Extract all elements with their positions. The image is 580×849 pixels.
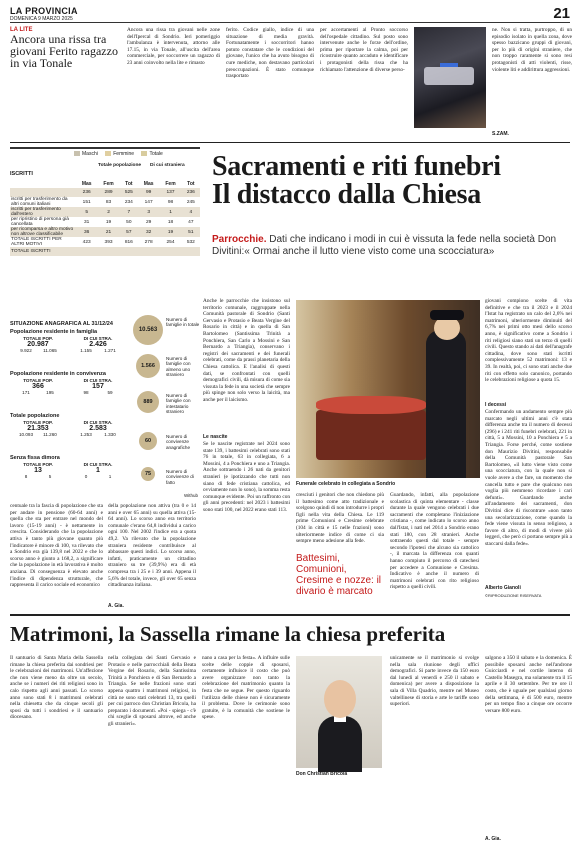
situazione-title: SITUAZIONE ANAGRAFICA AL 31/12/24 bbox=[10, 321, 113, 327]
row-label: iscritti per trasferimento dall'estero bbox=[10, 207, 76, 217]
stat-group-title: Popolazione residente in famiglia bbox=[10, 329, 98, 335]
row-label bbox=[10, 188, 76, 197]
table-cell: 5 bbox=[76, 207, 97, 217]
stat-value: 2.426 bbox=[89, 341, 107, 348]
siren-light-icon bbox=[440, 63, 458, 67]
family-circle-label: Numero di famiglie con intestatario straniero bbox=[166, 393, 191, 415]
row-label: TOTALE ISCRITTI bbox=[10, 247, 76, 256]
family-circle-label: Numero di convivenze anagrafiche bbox=[166, 434, 191, 450]
table-row bbox=[10, 237, 200, 247]
table-cell: 151 bbox=[82, 199, 91, 205]
main-col4: giovani compiono scelte di vita definitive e che tra il 2023 e il 2024 l'Istat ha registrato un calo del 2,6% nei matrimoni, ulteriormente diminuiti del 6,7% nei primi otto mesi dello scorso anno, è significativo come a Sondrio i riti religiosi siano stati un terzo di quelli civili. Questo stando ai dati dell'anagrafe cittadina, dove sono stati iscritti complessivamente 52 matrimoni: 13 e 39. In realtà, poi, ci sono stati anche due riti con effetto solo canonico, portando le celebrazioni religiose a quota 15. bbox=[485, 298, 572, 384]
stat-maschi: 171 bbox=[22, 390, 30, 395]
table-cell: 98 bbox=[167, 199, 174, 205]
stat-maschi: 8 bbox=[24, 474, 28, 479]
main-col2: cresciuti i genitori che non chiedono più il battesimo come atto tradizionale e scelgono quindi di non introdurre i propri figli nella vita della Chiesa. Le 119 prime Comunioni e Cresime celebrate (104 in città e 15 nelle frazioni) sono ulteriormente indice di come ci sia sempre meno adesione alla fede. bbox=[296, 492, 384, 545]
stat-femmine: 11.260 bbox=[43, 432, 57, 437]
table-cell: 278 bbox=[144, 239, 153, 245]
bottom-headline: Matrimoni, la Sassella rimane la chiesa preferita bbox=[10, 622, 446, 646]
table-cell: 4 bbox=[182, 207, 200, 217]
row-label: per ripristino di persona già cancellata bbox=[11, 217, 69, 227]
table-cell: 47 bbox=[188, 219, 194, 225]
stat-group-title: Senza fissa dimora bbox=[10, 455, 60, 461]
lead-text: Dati che indicano i modi in cui è vissuta la fede nella società Don Divitini:« Ormai anche il lutto viene visto come una scocciatura» bbox=[212, 234, 557, 257]
table-cell: 32 bbox=[138, 227, 159, 237]
masthead bbox=[10, 4, 570, 23]
priest-face bbox=[324, 680, 356, 718]
infographic-source: Withub bbox=[183, 493, 198, 498]
main-headline bbox=[212, 153, 572, 209]
family-circle: 1.566 bbox=[136, 354, 160, 378]
legend-swatch-totale bbox=[141, 151, 147, 156]
table-cell bbox=[182, 247, 200, 256]
lead-kicker: Parrocchie. bbox=[212, 234, 267, 245]
stat-box-tot bbox=[10, 378, 66, 395]
stat-box-tot bbox=[10, 336, 66, 353]
table-cell: 245 bbox=[186, 199, 195, 205]
stat-group-famiglia bbox=[10, 329, 128, 369]
sidebar-headline: Battesimi, Comunioni, Cresime e nozze: il divario è marcato bbox=[296, 553, 382, 597]
stat-label: DI CUI STRA. bbox=[83, 336, 113, 341]
iscritti-table bbox=[10, 179, 200, 256]
bottom-col1: Il santuario di Santa Maria della Sassella rimane la chiesa preferita dai sondriesi per le celebrazioni dei matrimoni. Un'affezione che non viene meno da oltre un secolo, anche se i numeri dei riti religiosi sono in calo rispetto agli anni passati. Lo scorso anno sono stati 8 i matrimoni celebrati nella chiesetta che da cinque secoli gli sposi da tutti i sondriesi e il santuario diocesano. bbox=[10, 655, 103, 721]
stat-split bbox=[10, 474, 66, 479]
stat-split bbox=[70, 348, 126, 353]
issue-date: DOMENICA 9 MARZO 2025 bbox=[10, 16, 73, 22]
stat-label: DI CUI STRA. bbox=[83, 462, 113, 467]
table-cell: 532 bbox=[186, 239, 195, 245]
stat-value: 20.987 bbox=[27, 341, 49, 348]
family-circle-label: Numero di convivenze di fatto bbox=[166, 469, 194, 485]
left-byline: A. Gia. bbox=[108, 603, 124, 609]
stat-femmine: 1.330 bbox=[104, 432, 116, 437]
table-row bbox=[10, 227, 200, 237]
stat-maschi: 1.155 bbox=[80, 348, 92, 353]
table-cell: 289 bbox=[97, 188, 119, 197]
main-col3: Guardando, infatti, alla popolazione scolastica di quinta elementare - classe durante la quale vengono celebrati i due sacramenti che completano l'iniziazione cristiana -, come indicato lo scorso anno dall'Istat, i nati nel 2014 a Sondrio erano stati 180, con 28 stranieri. Anche sottraendo questi dal totale - sempre secondo l'ipotesi che alcuno sia cattolico -, il marcata la differenza con quanti hanno compiuto il percorso di catechesi per accedere a Comunione e Cresima. Indicativo è anche il numero di matrimoni celebrati con rito religioso rispetto a quelli civili. bbox=[390, 492, 479, 591]
table-row bbox=[10, 197, 200, 207]
table-cell: 51 bbox=[182, 227, 200, 237]
table-cell: 147 bbox=[144, 199, 153, 205]
stat-femmine: 59 bbox=[107, 390, 113, 395]
stat-label: TOTALE POP. bbox=[23, 336, 53, 341]
copyright: ©RIPRODUZIONE RISERVATA bbox=[485, 593, 542, 598]
table-cell bbox=[120, 247, 138, 256]
table-cell: 236 bbox=[76, 188, 97, 197]
legend-maschi: Maschi bbox=[82, 151, 98, 157]
legend-swatch-maschi bbox=[74, 151, 80, 156]
table-cell: 21 bbox=[97, 227, 119, 237]
stat-split bbox=[70, 432, 126, 437]
police-car-shape bbox=[424, 67, 474, 85]
stat-split bbox=[70, 390, 126, 395]
table-cell: 99 bbox=[138, 188, 159, 197]
stat-group-title: Totale popolazione bbox=[10, 413, 60, 419]
stat-maschi: 0 bbox=[84, 474, 88, 479]
table-cell: 19 bbox=[105, 219, 112, 225]
legend-femmine: Femmine bbox=[113, 151, 135, 157]
left-col1: centuale tra la fascia di popolazione che sta per andare in pensione (60-64 anni) e quella che sta per entrare nel mondo del lavoro (15-19 anni) - è nettamente in crescita. Considerando che la popolazione attiva è tanto più giovane quanto più l'indicatore è minore di 100, va rilevato che a Sondrio era già 139,8 nel 2022 e che lo scorso anno è giunto a 168,2, a significare che la popolazione in età lavorativa è molto anziana. Di conseguenza è elevato anche l'indice di dipendenza strutturale, che rappresenta il carico sociale ed economico bbox=[10, 503, 103, 589]
stat-split bbox=[70, 474, 126, 479]
table-row bbox=[10, 247, 200, 256]
bottom-byline: A. Gia. bbox=[485, 836, 501, 842]
stat-label: DI CUI STRA. bbox=[83, 420, 113, 425]
main-col1a: Anche le parrocchie che insistono sul territorio comunale, raggruppate nella Comunità pastorale di Sondrio (Santi Gervasio e Protasio e Beata Vergine del Rosario in città) e in quella di San Bartolomeo (Santissima Trinità a Ponchiera, San Carlo a Mossini e San Bernardo a Triangia), conservano i registri dei sacramenti e dei funerali celebrati, come da prassi planetaria della Chiesa cattolica. E l'analisi di questi dati, se confrontati con quelli demografici civili, dà misura di come sia vissuta la fede in una società che sempre più spinge non solo verso la laicità, ma anche per il laicismo. bbox=[203, 298, 290, 403]
stat-value: 2.583 bbox=[89, 425, 107, 432]
table-cell: 2 bbox=[97, 207, 119, 217]
table-cell: 393 bbox=[104, 239, 113, 245]
stat-femmine: 195 bbox=[46, 390, 54, 395]
top-story-col4: ne. Non si tratta, purtroppo, di un episodio isolato in quella zona, dove spesso bazzicano gruppi di giovani, per lo più di origini straniere, che non troppo raramente si sono resi protagonisti di atti violenti, risse, violente liti e addirittura aggressioni. bbox=[492, 27, 572, 73]
casket-shape bbox=[316, 410, 426, 460]
stat-femmine: 1.271 bbox=[104, 348, 116, 353]
top-story-col3: per accertamenti al Pronto soccorso dell'ospedale cittadino. Sul posto sono intervenute anche le forze dell'ordine, prima per riportare la calma, poi per ricostruire quanto accaduto e identificare i protagonisti della rissa che ha richiamato l'attenzione di diverse perso- bbox=[320, 27, 408, 73]
table-head: Mas bbox=[143, 180, 154, 187]
stat-split bbox=[10, 432, 66, 437]
police-car-photo bbox=[414, 27, 486, 128]
row-label: iscritti per trasferimento da altri comuni italiani bbox=[11, 197, 68, 207]
table-cell: 234 bbox=[124, 199, 133, 205]
stat-label: TOTALE POP. bbox=[23, 462, 53, 467]
left-col2: della popolazione non attiva (tra 0 e 14 anni e over 65 anni) su quella attiva (15-64 anni). Lo scorso anno era territorio comunale c'erano 64,8 individui a carico ogni 100. Nel 2002 l'indice era a quota 49,2. Va rilevato che la popolazione straniera residente contribuisce al abbassare questi indici. Lo scorso anno, infatti, praticamente un cittadino straniero su tre (39,9%) era di età compresa tra i 25 e i 39 anni. Appena il 5,6% del totale, invece, gli over 65 senza cittadinanza italiana. bbox=[108, 503, 196, 589]
stat-box-str bbox=[70, 336, 126, 353]
decessi-subhead: I decessi bbox=[485, 402, 507, 408]
table-cell: 423 bbox=[82, 239, 91, 245]
stat-box-tot bbox=[10, 462, 66, 479]
divider bbox=[10, 142, 570, 143]
stat-maschi: 1.253 bbox=[80, 432, 92, 437]
table-cell: 57 bbox=[120, 227, 138, 237]
flowers-shape bbox=[316, 396, 426, 414]
bottom-col5: salgono a 350 il sabato e la domenica. È possibile sposarsi anche nell'androne Guicciardi e nel cortile interno di Castello Masegra, ma solamente tra il 15 aprile e il 30 settembre. Per tre ore il costo, che è uguale per qualsiasi giorno della settimana, è di 500 euro, mentre per un tempo fino a cinque ore occorre versare 800 euro. bbox=[485, 655, 572, 714]
table-cell bbox=[159, 247, 181, 256]
stat-value: 13 bbox=[34, 467, 42, 474]
priest-photo bbox=[296, 656, 382, 768]
table-cell: 1 bbox=[159, 207, 181, 217]
table-cell bbox=[97, 247, 119, 256]
stat-value: 21.353 bbox=[27, 425, 49, 432]
main-headline-line1: Sacramenti e riti funebri bbox=[212, 151, 501, 182]
top-story-head bbox=[10, 27, 120, 69]
newspaper-name: LA PROVINCIA bbox=[10, 6, 78, 16]
table-row bbox=[10, 207, 200, 217]
stat-value: 1 bbox=[96, 467, 100, 474]
table-cell: 19 bbox=[159, 227, 181, 237]
stat-label: TOTALE POP. bbox=[23, 378, 53, 383]
top-story-headline: Ancora una rissa tra giovani Ferito ragazzo in via Tonale bbox=[10, 32, 118, 70]
family-circle: 10.563 bbox=[133, 315, 163, 345]
legend-totale: Totale bbox=[149, 151, 163, 157]
officer-figure bbox=[426, 330, 466, 478]
legend-swatch-femmine bbox=[105, 151, 111, 156]
divider bbox=[10, 614, 570, 616]
stat-femmine: 5 bbox=[48, 474, 52, 479]
stat-label: DI CUI STRA. bbox=[83, 378, 113, 383]
table-head: Tot bbox=[125, 180, 133, 187]
table-cell: 83 bbox=[105, 199, 112, 205]
family-circle: 75 bbox=[141, 467, 155, 481]
main-lead bbox=[212, 234, 572, 258]
family-circle: 889 bbox=[137, 391, 159, 413]
table-head: Fem bbox=[103, 180, 114, 187]
stat-maschi: 10.093 bbox=[18, 432, 34, 437]
page-number: 21 bbox=[553, 5, 570, 22]
priest-body bbox=[318, 716, 362, 772]
stat-box-str bbox=[70, 420, 126, 437]
table-cell bbox=[138, 247, 159, 256]
stat-group-senza_fissa bbox=[10, 455, 128, 495]
family-circle-label: Numero di famiglie in totale bbox=[166, 317, 200, 328]
main-col1b: Se le nascite registrate nel 2024 sono state 139, i battesimi celebrati sono stati 76 in totale, 63 in collegiata, 6 a Mossini, 4 a Ponchiera e uno a Triangia. Anche sottraendo i 26 nati da genitori stranieri (e ipotizzando che tutti non siano di fede cristiana cattolica, ed ovviamente non lo sono), la somma resta comunque evidente. Poi un raffronto con gli anni precedenti: nel 2023 i battesimi sono stati 100, nel 2022 erano stati 113. bbox=[203, 441, 290, 513]
table-cell: 36 bbox=[76, 227, 97, 237]
table-cell: 7 bbox=[120, 207, 138, 217]
nascite-subhead: Le nascite bbox=[203, 434, 228, 440]
table-cell: 50 bbox=[126, 219, 132, 225]
top-story-col1: Ancora una rissa tra giovani nelle zone dell'Ipercal di Sondrio. Ieri pomeriggio l'ambulanza è intervenuta, attorno alle 17.15, in via Tonale, all'uscita dell'area commerciale, per soccorrere un ragazzo di 23 anni coinvolto nella lite e rimasto bbox=[127, 27, 220, 66]
table-cell bbox=[76, 247, 97, 256]
stat-box-str bbox=[70, 462, 126, 479]
stat-group-title: Popolazione residente in convivenza bbox=[10, 371, 106, 377]
stat-maschi: 98 bbox=[83, 390, 89, 395]
top-story-byline: S.ZAM. bbox=[492, 131, 509, 137]
table-cell: 816 bbox=[124, 239, 133, 245]
table-header-row bbox=[10, 179, 200, 188]
stat-femmine: 1 bbox=[108, 474, 112, 479]
stat-group-convivenza bbox=[10, 371, 128, 411]
col-group-straniera: Di cui straniera bbox=[150, 163, 185, 168]
bottom-col4: unicamente se il matrimonio si svolge nella sala riunione degli uffici demografici. Si parte invece da 150 euro dal lunedì al venerdì e 250 il sabato e domenica) per avere a disposizione la sala di Villa Quadrio, mentre nel Museo valtellinese di storia e arte le tariffe sono superiori. bbox=[390, 655, 479, 708]
stat-split bbox=[10, 390, 66, 395]
stat-value: 157 bbox=[92, 383, 104, 390]
stat-split bbox=[10, 348, 66, 353]
col-group-totale: Totale popolazione bbox=[98, 163, 142, 168]
stat-maschi: 9.922 bbox=[20, 348, 32, 353]
table-cell: 236 bbox=[182, 188, 200, 197]
table-row bbox=[10, 188, 200, 197]
stat-femmine: 11.065 bbox=[43, 348, 57, 353]
iscritti-table-body bbox=[10, 188, 200, 256]
officer-hat bbox=[430, 310, 464, 320]
stat-group-totale bbox=[10, 413, 128, 453]
priest-photo-caption: Don Christian Bricola bbox=[296, 771, 348, 777]
infographic bbox=[10, 147, 200, 501]
main-col4b: Confermando un andamento sempre più marcato negli ultimi anni c'è stata differenza anche tra il numero di decessi (296) e i 241 riti funebri celebrati, 221 in città, 5 a Mossini, 10 a Ponchiera e 5 a Triangia. Forse perché, come sostiene don Maurizio Divitini, responsabile della Comunità pastorale San Bartolomeo, «il lutto viene visto come una scocciatura, con la quale non si vuole avere a che fare, un momento che cancella tutto e pare che qualcuno non voglia più nemmeno ricordare i cari defunti». Guardando anche all'andamento dei sacramenti, don Divitini dice di riscontrare «non tanto una secolarizzazione, come quando la fede viene vissuta in senso religioso, a favore di altro, di modi di vivere più leggeri, che però ci portano sempre più a staccarsi dalla fede». bbox=[485, 409, 572, 547]
family-circle: 60 bbox=[139, 432, 157, 450]
stat-box-tot bbox=[10, 420, 66, 437]
top-story-kicker: LA LITE bbox=[10, 27, 33, 33]
top-story-col2: ferito. Codice giallo, indice di una situazione di media gravità. Fortunatamente i soccorritori hanno potuto constatare che le condizioni del giovane, l'unico che ha avuto bisogno di cure mediche, non destavano particolari preoccupazioni. È stato comunque trasportato bbox=[226, 27, 314, 80]
row-label: per ricomparsa e altro motivo non altrove classificabile bbox=[10, 227, 76, 237]
stat-box-str bbox=[70, 378, 126, 395]
table-head: Tot bbox=[187, 180, 195, 187]
table-row bbox=[10, 217, 200, 227]
main-headline-line2: Il distacco dalla Chiesa bbox=[212, 179, 481, 210]
table-head: Mas bbox=[81, 180, 92, 187]
funeral-photo-caption: Funerale celebrato in collegiata a Sondrio bbox=[296, 481, 396, 487]
row-label: TOTALE ISCRITTI PER ALTRI MOTIVI bbox=[11, 237, 62, 247]
table-cell: 29 bbox=[145, 219, 152, 225]
stat-label: TOTALE POP. bbox=[23, 420, 53, 425]
iscritti-title: ISCRITTI bbox=[10, 171, 33, 177]
table-cell: 18 bbox=[167, 219, 174, 225]
bottom-col2: nella collegiata dei Santi Gervasio e Protasio e nelle parrocchiali della Beata Vergine del Rosario, della Santissima Trinità a Ponchiera e di San Bernardo a Triangia. Se nelle frazioni sono stati appena quattro i matrimoni religiosi, in città ne sono stati celebrati 13, tra quelli per cui parroco don Christian Bricola, ha preparato i documenti. «Poi - spiega - c'è chi sceglie di sposarsi altrove, ed anche gli stranieri». bbox=[108, 655, 196, 727]
family-circle-label: Numero di famiglie con almeno uno straniero bbox=[166, 356, 191, 378]
bottom-col3: nano a casa per la festa». A influire sulle scelte delle coppie di sposarsi, certamente influisce il costo che può avere organizzare non tanto la celebrazione del matrimonio quanto la festa che ne segue. Per questo riguardo l'utilizzo delle chiese non è sicuramente il problema. Dove le cerimonie sono gratuite, è la comunità che sostiene le spese. bbox=[202, 655, 290, 721]
table-head: Fem bbox=[165, 180, 176, 187]
stat-value: 366 bbox=[32, 383, 44, 390]
funeral-photo bbox=[296, 300, 480, 478]
table-cell: 525 bbox=[120, 188, 138, 197]
table-cell: 137 bbox=[159, 188, 181, 197]
table-cell: 3 bbox=[138, 207, 159, 217]
main-byline: Alberto Gianoli bbox=[485, 585, 521, 591]
table-cell: 31 bbox=[84, 219, 90, 225]
table-cell: 254 bbox=[166, 239, 175, 245]
legend bbox=[68, 151, 163, 157]
